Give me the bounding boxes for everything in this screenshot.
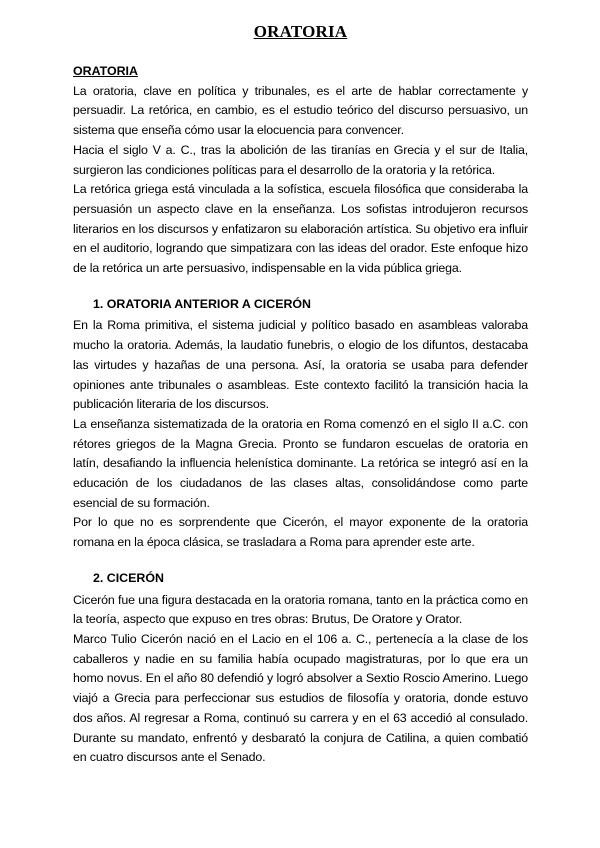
- intro-paragraph-2: Hacia el siglo V a. C., tras la abolición de las tiranías en Grecia y el sur de Italia, surgieron las condiciones políticas para el desarrollo de la oratoria y la retórica.: [73, 142, 528, 177]
- section-1-paragraph-1: En la Roma primitiva, el sistema judicial y político basado en asambleas valoraba mucho la oratoria. Además, la laudatio funebris, o elogio de los difuntos, destacaba las virtudes y hazañas de una persona. Así, la oratoria se usaba para defender opiniones ante tribunales o asambleas. Este contexto facilitó la transición hacia la publicación literaria de los discursos.: [73, 318, 528, 412]
- section-1-paragraph-2: La enseñanza sistematizada de la oratoria en Roma comenzó en el siglo II a.C. con rétores griegos de la Magna Grecia. Pronto se fundaron escuelas de oratoria en latín, desafiando la influencia helenística dominante. La retórica se integró así en la educación de los ciudadanos de las clases altas, consolidándose como parte esencial de su formación.: [73, 416, 528, 510]
- section-1-heading: 1. ORATORIA ANTERIOR A CICERÓN: [93, 296, 311, 311]
- intro-paragraph-3: La retórica griega está vinculada a la sofística, escuela filosófica que consideraba la persuasión un aspecto clave en la enseñanza. Los sofistas introdujeron recursos literarios en los discursos y enfatizaron su elaboración artística. Su objetivo era influir en el auditorio, logrando que simpatizara con las ideas del orador. Este enfoque hizo de la retórica un arte persuasivo, indispensable en la vida pública griega.: [73, 182, 528, 276]
- section-2-paragraph-1: Cicerón fue una figura destacada en la oratoria romana, tanto en la práctica como en la teoría, aspecto que expuso en tres obras: Brutus, De Oratore y Orator.: [73, 592, 528, 627]
- document-title: ORATORIA: [253, 22, 348, 41]
- section-2-heading: 2. CICERÓN: [93, 570, 164, 585]
- section-2-paragraph-2: Marco Tulio Cicerón nació en el Lacio en el 106 a. C., pertenecía a la clase de los caballeros y nadie en su familia había ocupado magistraturas, por lo que era un homo novus. En el año 80 defendió y logró absolver a Sextio Roscio Amerino. Luego viajó a Grecia para perfeccionar sus estudios de filosofía y oratoria, donde estuvo dos años. Al regresar a Roma, continuó su carrera y en el 63 accedió al consulado. Durante su mandato, enfrentó y desbarató la conjura de Catilina, a quien combatió en cuatro discursos ante el Senado.: [73, 631, 528, 765]
- section-1-paragraph-3: Por lo que no es sorprendente que Cicerón, el mayor exponente de la oratoria romana en la época clásica, se trasladara a Roma para aprender este arte.: [73, 515, 528, 550]
- intro-paragraph-1: La oratoria, clave en política y tribunales, es el arte de hablar correctamente y persuadir. La retórica, en cambio, es el estudio teórico del discurso persuasivo, un sistema que enseña cómo usar la elocuencia para convencer.: [73, 83, 528, 138]
- intro-heading: ORATORIA: [73, 64, 138, 78]
